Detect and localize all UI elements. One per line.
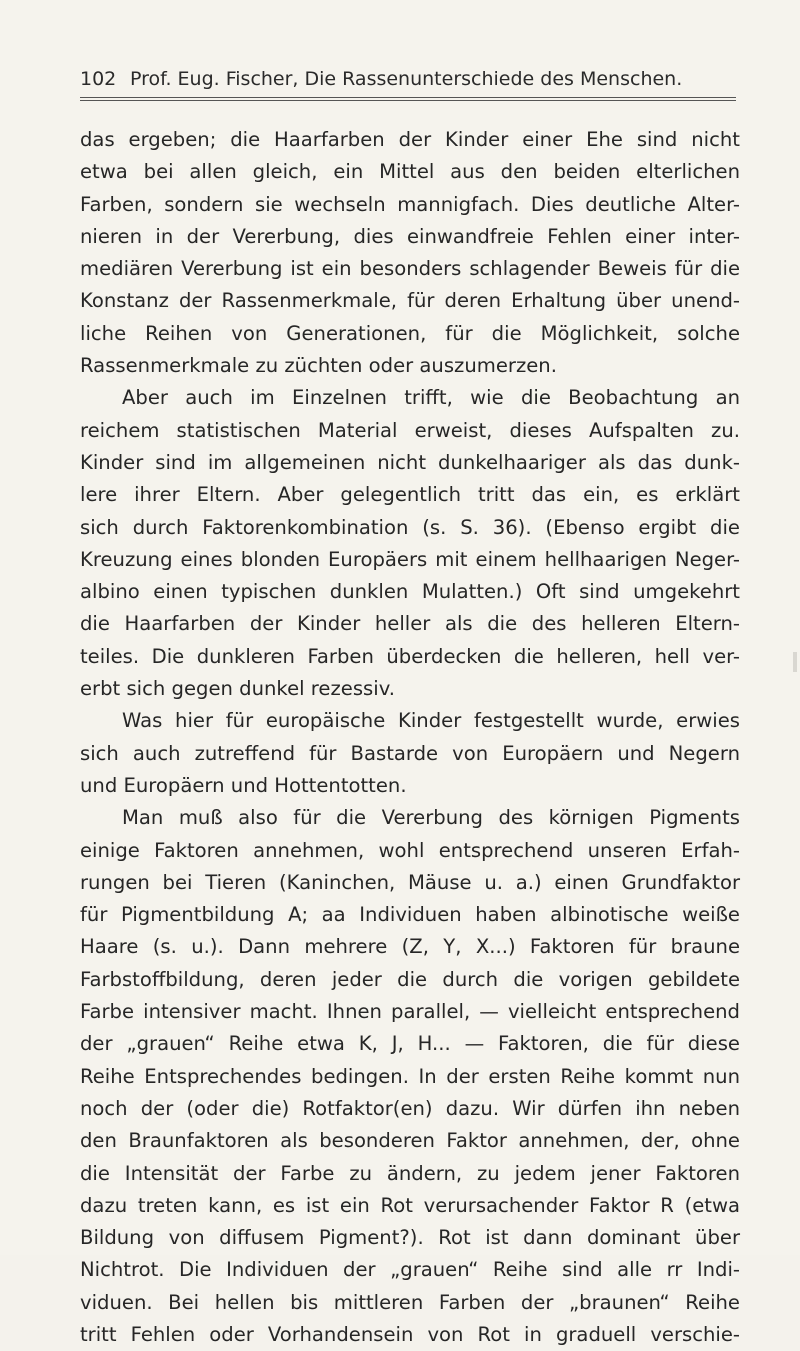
text-line: sich durch Faktorenkombination (s. S. 36). (Ebenso ergibt die [80, 515, 740, 539]
text-line: albino einen typischen dunklen Mulatten.) Oft sind umgekehrt [80, 580, 740, 604]
text-line: die Intensität der Farbe zu ändern, zu jedem jener Faktoren [80, 1161, 740, 1185]
text-line: Farbe intensiver macht. Ihnen parallel, — vielleicht entsprechend [80, 1000, 740, 1024]
header-rule-double [80, 100, 736, 101]
text-line: das ergeben; die Haarfarben der Kinder einer Ehe sind nicht [80, 128, 740, 151]
text-line: reichem statistischen Material erweist, dieses Aufspalten zu. [80, 418, 740, 442]
text-line: lere ihrer Eltern. Aber gelegentlich tritt das ein, es erklärt [80, 483, 740, 507]
text-line: rungen bei Tieren (Kaninchen, Mäuse u. a.) einen Grundfaktor [80, 870, 740, 894]
text-line: Farbstoffbildung, deren jeder die durch die vorigen gebildete [80, 967, 740, 991]
text-line: teiles. Die dunkleren Farben überdecken die helleren, hell ver- [80, 644, 740, 668]
page-number: 102 [80, 68, 117, 90]
text-line: Haare (s. u.). Dann mehrere (Z, Y, X...) Faktoren für braune [80, 935, 740, 959]
running-title: Prof. Eug. Fischer, Die Rassenunterschiede des Menschen. [130, 68, 683, 90]
text-line: dazu treten kann, es ist ein Rot verursachender Faktor R (etwa [80, 1193, 740, 1217]
text-line: Reihe Entsprechendes bedingen. In der ersten Reihe kommt nun [80, 1064, 740, 1088]
text-line: die Haarfarben der Kinder heller als die des helleren Eltern- [80, 612, 740, 636]
text-line: Konstanz der Rassenmerkmale, für deren Erhaltung über unend- [80, 289, 740, 313]
text-line: erbt sich gegen dunkel rezessiv. [80, 677, 395, 701]
text-line: für Pigmentbildung A; aa Individuen haben albinotische weiße [80, 903, 740, 927]
text-line: den Braunfaktoren als besonderen Faktor annehmen, der, ohne [80, 1129, 740, 1153]
scan-edge-mark [793, 652, 797, 672]
text-line: mediären Vererbung ist ein besonders schlagender Beweis für die [80, 257, 740, 281]
text-line: einige Faktoren annehmen, wohl entsprechend unseren Erfah- [80, 838, 740, 862]
text-line: Was hier für europäische Kinder festgestellt wurde, erwies [122, 709, 740, 733]
text-line: viduen. Bei hellen bis mittleren Farben der „braunen“ Reihe [80, 1290, 740, 1314]
text-line: Bildung von diffusem Pigment?). Rot ist dann dominant über [80, 1226, 740, 1250]
text-line: Kreuzung eines blonden Europäers mit einem hellhaarigen Neger- [80, 547, 740, 571]
text-line: Nichtrot. Die Individuen der „grauen“ Reihe sind alle rr Indi- [80, 1258, 740, 1282]
text-line: Man muß also für die Vererbung des körnigen Pigments [122, 806, 740, 830]
text-line: Aber auch im Einzelnen trifft, wie die Beobachtung an [122, 386, 740, 410]
text-line: Rassenmerkmale zu züchten oder auszumerzen. [80, 354, 557, 378]
text-line: tritt Fehlen oder Vorhandensein von Rot in graduell verschie- [80, 1322, 740, 1346]
text-line: noch der (oder die) Rotfaktor(en) dazu. Wir dürfen ihn neben [80, 1096, 740, 1120]
text-line: der „grauen“ Reihe etwa K, J, H... — Faktoren, die für diese [80, 1032, 740, 1056]
text-line: Kinder sind im allgemeinen nicht dunkelhaariger als das dunk- [80, 450, 740, 474]
text-line: Farben, sondern sie wechseln mannigfach. Dies deutliche Alter- [80, 192, 740, 216]
header-rule [80, 97, 736, 98]
body-text [80, 124, 740, 1351]
text-line: sich auch zutreffend für Bastarde von Europäern und Negern [80, 741, 740, 765]
text-line: und Europäern und Hottentotten. [80, 773, 407, 797]
text-line: liche Reihen von Generationen, für die Möglichkeit, solche [80, 321, 740, 345]
text-line: etwa bei allen gleich, ein Mittel aus den beiden elterlichen [80, 160, 740, 184]
page-header [80, 68, 735, 90]
text-line: nieren in der Vererbung, dies einwandfreie Fehlen einer inter- [80, 224, 740, 248]
